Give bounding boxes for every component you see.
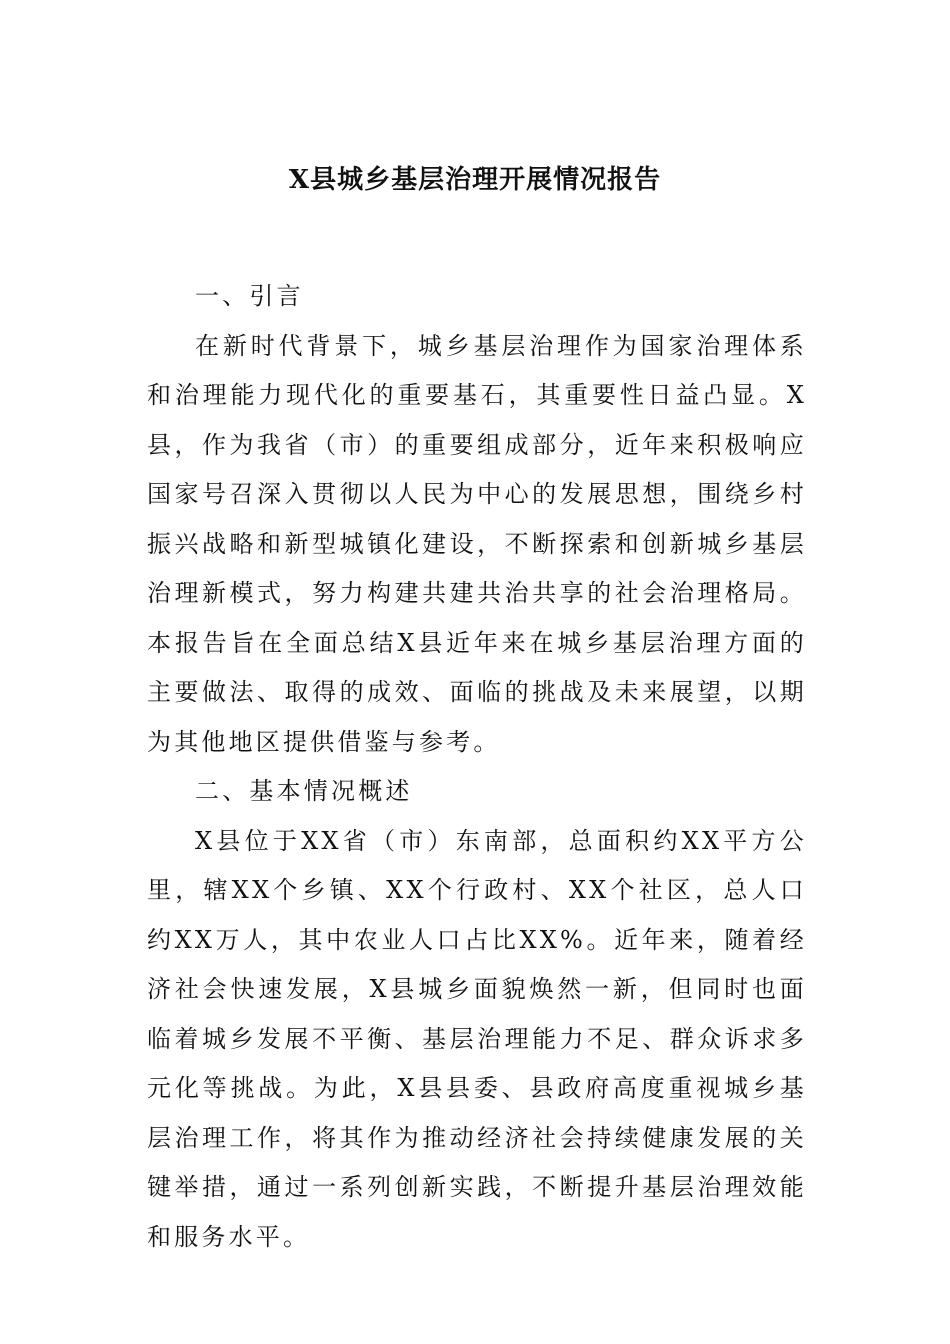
section-heading-overview: 二、基本情况概述 bbox=[195, 777, 413, 805]
section-paragraph-overview: X县位于XX省（市）东南部，总面积约XX平方公里，辖XX个乡镇、XX个行政村、XX个社区，总人口约XX万人，其中农业人口占比XX%。近年来，随着经济社会快速发展，X县城乡面貌焕然一新，但同时也面临着城乡发展不平衡、基层治理能力不足、群众诉求多元化等挑战。为此，X县县委、县政府高度重视城乡基层治理工作，将其作为推动经济社会持续健康发展的关键举措，通过一系列创新实践，不断提升基层治理效能和服务水平。 bbox=[147, 826, 807, 1251]
document-title: X县城乡基层治理开展情况报告 bbox=[288, 165, 662, 195]
section-paragraph-introduction: 在新时代背景下，城乡基层治理作为国家治理体系和治理能力现代化的重要基石，其重要性日益凸显。X县，作为我省（市）的重要组成部分，近年来积极响应国家号召深入贯彻以人民为中心的发展思想，围绕乡村振兴战略和新型城镇化建设，不断探索和创新城乡基层治理新模式，努力构建共建共治共享的社会治理格局。本报告旨在全面总结X县近年来在城乡基层治理方面的主要做法、取得的成效、面临的挑战及未来展望，以期为其他地区提供借鉴与参考。 bbox=[147, 331, 807, 756]
document-body bbox=[147, 272, 807, 1262]
section-heading-introduction: 一、引言 bbox=[195, 282, 304, 310]
